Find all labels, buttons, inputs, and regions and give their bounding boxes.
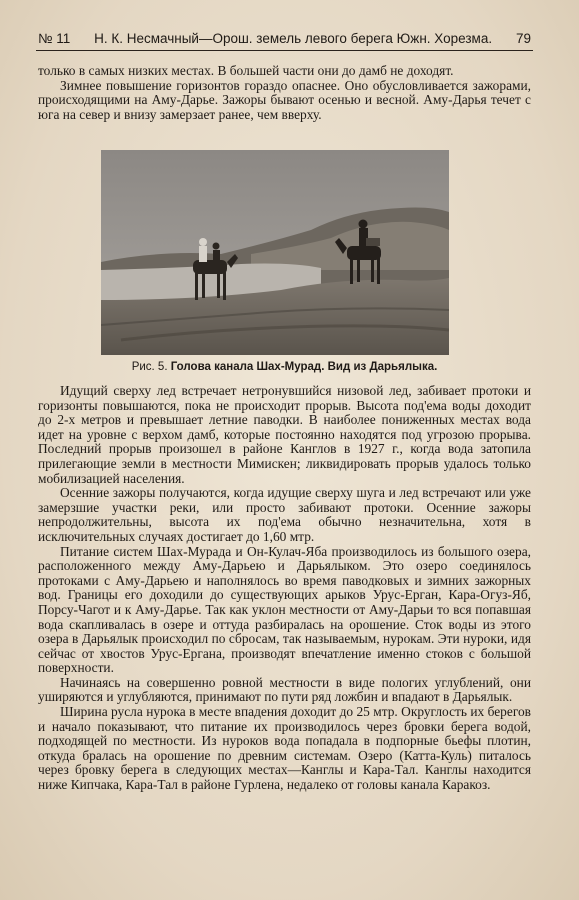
- text-block-top: [38, 64, 531, 122]
- figure-caption-text: Голова канала Шах-Мурад. Вид из Дарьялыка.: [170, 361, 438, 373]
- issue-number: № 11: [38, 31, 71, 46]
- paragraph: Осенние зажоры получаются, когда идущие сверху шуга и лед встречают или уже замерзшие участки реки, или просто забивают протоки. Осенние зажоры непродолжительны, высота их под'ема обычно незначительна, хотя в исключительных случаях достигает до 1,60 мтр.: [38, 485, 531, 544]
- paragraph: Начинаясь на совершенно ровной местности в виде пологих углублений, они уширяются и углубляются, принимают по пути ряд ложбин и впадают в Дарьялык.: [38, 674, 531, 705]
- running-title: Н. К. Несмачный—Орош. земель левого берега Южн. Хорезма.: [94, 31, 493, 46]
- paragraph: только в самых низких местах. В большей части они до дамб не доходят.: [38, 63, 454, 78]
- figure-label: Рис. 5.: [131, 361, 168, 373]
- page-number: 79: [515, 31, 531, 46]
- figure-caption: [38, 360, 531, 374]
- paragraph: Зимнее повышение горизонтов гораздо опаснее. Оно обусловливается зажорами, происходящими на Аму-Дарье. Зажоры бывают осенью и весной. Аму-Дарья течет с юга на север и внизу замерзает ранее, чем вверху.: [38, 77, 531, 122]
- landscape-photo: [101, 150, 449, 355]
- header-rule: [36, 50, 533, 51]
- paragraph: Ширина русла нурока в месте впадения доходит до 25 мтр. Округлость их берегов и начало показывают, что питание их производилось через бровки берега водой, подходящей по местности. Из нуроков вода попадала в подпорные бьефы плотин, откуда бралась на орошение по древним системам. Озеро (Катта-Куль) питалось через бровку берега в следующих местах—Канглы и Кара-Тал. Канглы находится ниже Кипчака, Кара-Тал в районе Гурлена, недалеко от головы канала Каракоз.: [38, 704, 531, 793]
- paragraph: Питание систем Шах-Мурада и Он-Кулач-Яба производилось из большого озера, расположенного между Аму-Дарьею и Дарьялыком. Это озеро соединялось протоками с Аму-Дарьею и наполнялось во время паводковых и зимних зажорных вод. Границы его доходили до существующих арыков Урус-Ерган, Кара-Огуз-Яб, Порсу-Чагот и к Аму-Дарье. Так как уклон местности от Аму-Дарьи то вся попавшая вода скапливалась в озере и оттуда разбиралась на орошение. Сток воды из этого озера в Дарьялык происходил по сбросам, так называемым, нурокам. Эти нуроки, идя сейчас от хвостов Урус-Ергана, производят впечатление именно стоков с большой поверхности.: [38, 543, 531, 676]
- figure-photo: [101, 150, 449, 355]
- running-header: [38, 28, 531, 50]
- paragraph: Идущий сверху лед встречает нетронувшийся низовой лед, забивает протоки и горизонты повышаются, пока не происходит прорыв. Высота под'ема воды доходит до 2-х метров и превышает летние паводки. В наиболее пониженных местах вода идет на уровне с верхом дамб, которые постоянно находятся под угрозою прорыва. Последний прорыв произошел в районе Канглов в 1927 г., когда вода затопила прилегающие земли в местности Мимискен; ликвидировать прорыв удалось только мобилизацией населения.: [38, 383, 531, 486]
- text-block-bottom: [38, 384, 531, 793]
